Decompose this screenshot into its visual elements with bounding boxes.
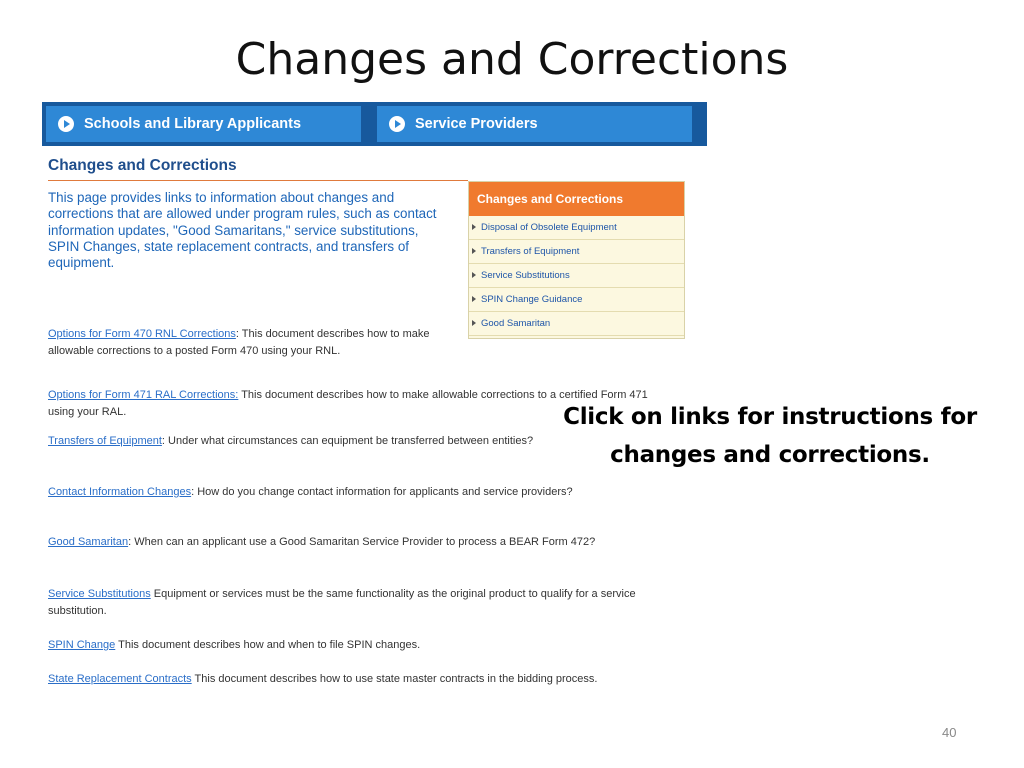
triangle-right-icon (472, 224, 476, 230)
sidebar-item-label: SPIN Change Guidance (481, 294, 583, 305)
triangle-right-icon (472, 248, 476, 254)
page-heading: Changes and Corrections (48, 157, 237, 174)
list-item (48, 586, 693, 619)
sidebar-item-label: Good Samaritan (481, 318, 551, 329)
slide-number: 40 (942, 725, 957, 740)
entry-description: This document describes how to make allowable corrections to a certified Form 471 using your RAL. (48, 389, 648, 418)
entry-description: : When can an applicant use a Good Samaritan Service Provider to process a BEAR Form 472? (128, 536, 596, 548)
entry-description: This document describes how and when to file SPIN changes. (115, 639, 421, 651)
arrow-circle-icon (389, 116, 405, 132)
tab-service-providers[interactable] (377, 106, 692, 142)
entry-description: Equipment or services must be the same functionality as the original product to qualify for a service substitution. (48, 588, 636, 617)
tab-label: Schools and Library Applicants (84, 116, 302, 132)
tab-schools-and-library-applicants[interactable] (46, 106, 361, 142)
heading-divider (48, 180, 468, 181)
list-item (48, 671, 673, 688)
spin-change-link[interactable]: SPIN Change (48, 639, 116, 651)
list-item (48, 484, 678, 501)
list-item (48, 534, 658, 551)
sidebar-item-label: Transfers of Equipment (481, 246, 580, 257)
contact-information-changes-link[interactable]: Contact Information Changes (48, 486, 192, 498)
entry-description: : How do you change contact information for applicants and service providers? (191, 486, 573, 498)
instruction-callout: Click on links for instructions for changes and corrections. (563, 404, 977, 468)
triangle-right-icon (472, 272, 476, 278)
list-item (48, 326, 443, 359)
triangle-right-icon (472, 296, 476, 302)
sidebar-item-transfers-of-equipment[interactable] (469, 240, 684, 264)
sidebar-menu (468, 181, 685, 339)
transfers-of-equipment-link[interactable]: Transfers of Equipment (48, 435, 162, 447)
form-470-rnl-corrections-link[interactable]: Options for Form 470 RNL Corrections (48, 328, 236, 340)
triangle-right-icon (472, 320, 476, 326)
sidebar-item-spin-change-guidance[interactable] (469, 288, 684, 312)
good-samaritan-link[interactable]: Good Samaritan (48, 536, 129, 548)
tab-label: Service Providers (415, 116, 538, 132)
intro-paragraph: This page provides links to information about changes and corrections that are allowed under program rules, such as contact information updates, "Good Samaritans," service substitutions, SPIN Changes, state replacement contracts, and transfers of equipment. (48, 190, 437, 271)
sidebar-item-disposal-of-obsolete-equipment[interactable] (469, 216, 684, 240)
arrow-circle-icon (58, 116, 74, 132)
entry-description: This document describes how to use state master contracts in the bidding process. (191, 673, 598, 685)
top-nav-bar (42, 102, 707, 146)
sidebar-item-service-substitutions[interactable] (469, 264, 684, 288)
list-item (48, 637, 693, 654)
form-471-ral-corrections-link[interactable]: Options for Form 471 RAL Corrections: (48, 389, 239, 401)
slide-title: Changes and Corrections (235, 34, 789, 85)
sidebar-header: Changes and Corrections (469, 182, 684, 216)
state-replacement-contracts-link[interactable]: State Replacement Contracts (48, 673, 192, 685)
service-substitutions-link[interactable]: Service Substitutions (48, 588, 151, 600)
sidebar-item-label: Disposal of Obsolete Equipment (481, 222, 617, 233)
sidebar-item-good-samaritan[interactable] (469, 312, 684, 336)
entry-description: : This document describes how to make allowable corrections to a posted Form 470 using your RNL. (48, 328, 430, 357)
entry-description: : Under what circumstances can equipment be transferred between entities? (161, 435, 534, 447)
sidebar-item-label: Service Substitutions (481, 270, 570, 281)
